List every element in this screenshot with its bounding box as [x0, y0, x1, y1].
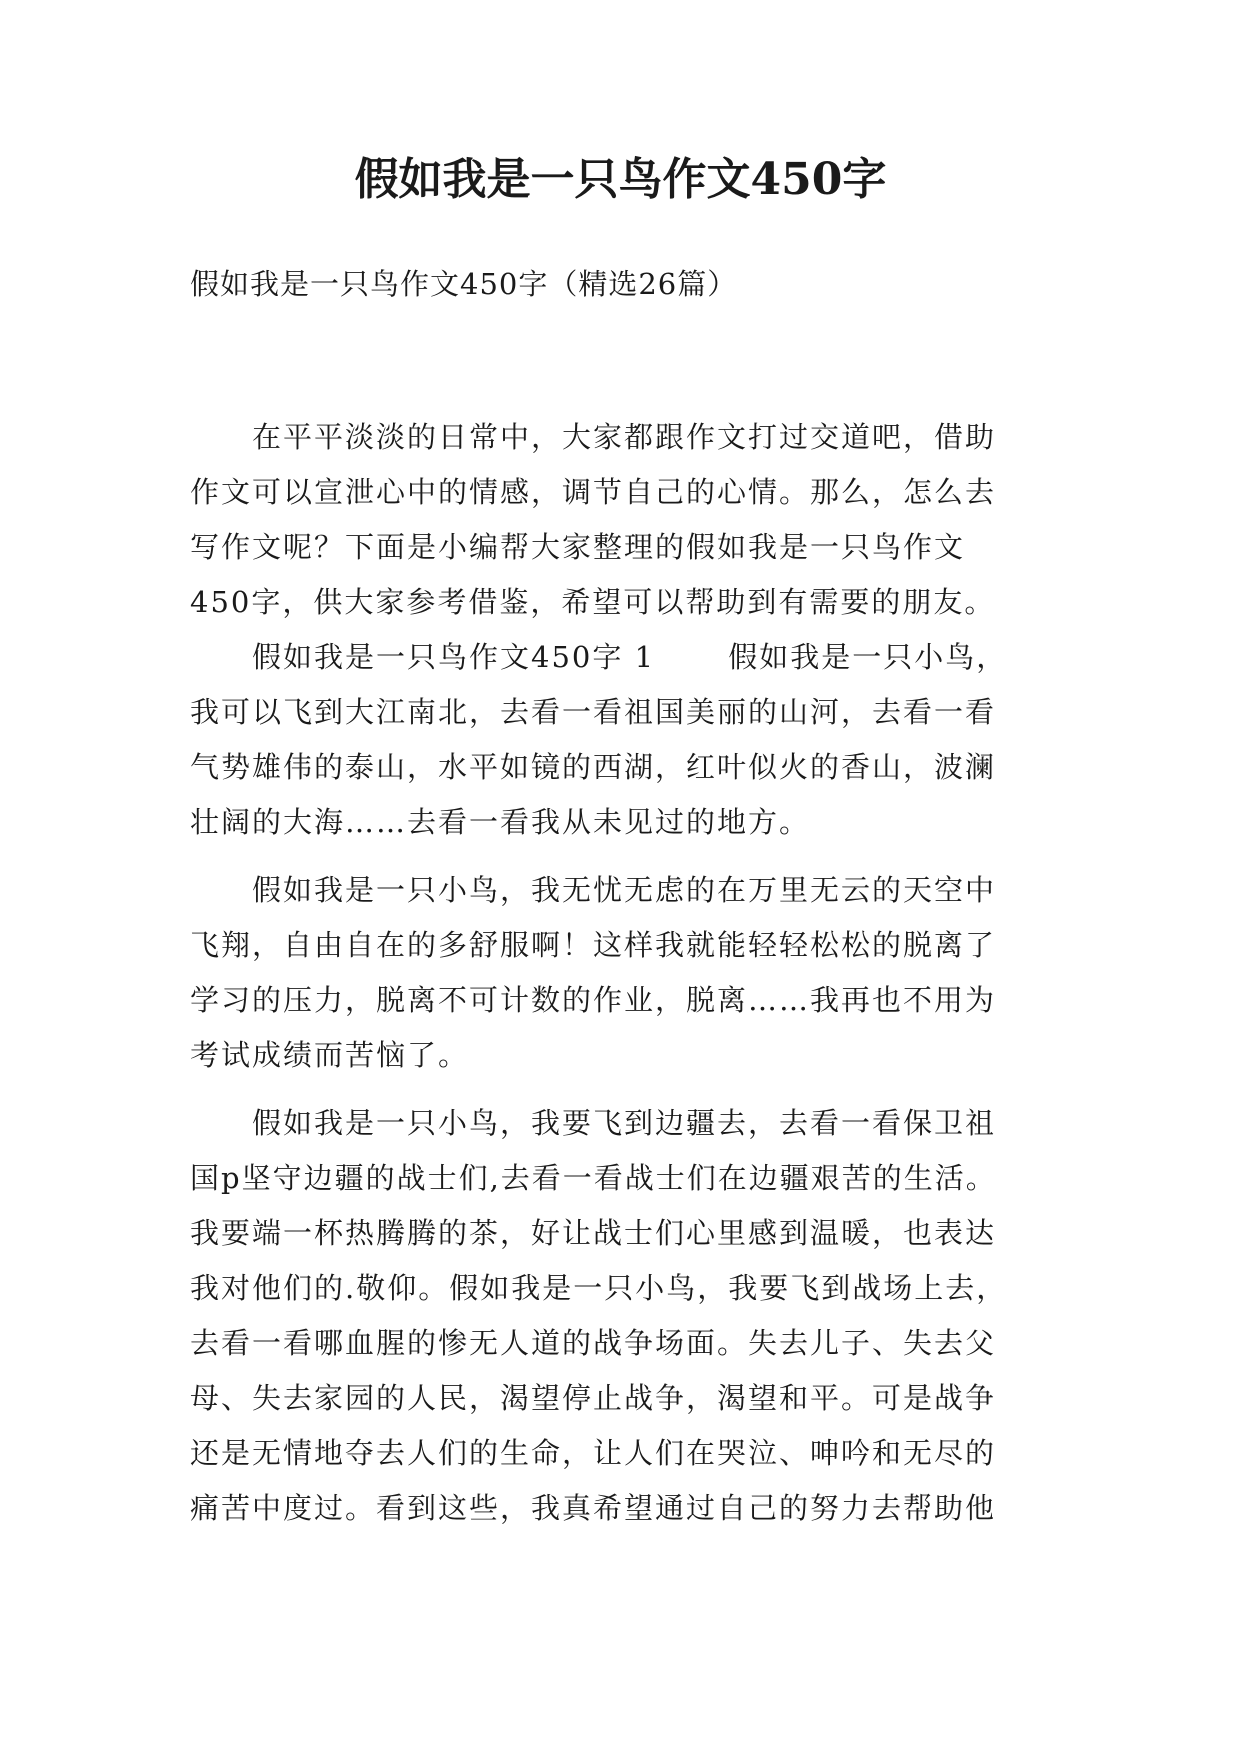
text-line: 作文可以宣泄心中的情感，调节自己的心情。那么，怎么去 — [190, 475, 997, 509]
text-line: 我要端一杯热腾腾的茶，好让战士们心里感到温暖，也表达 — [190, 1216, 997, 1250]
document-subtitle: 假如我是一只鸟作文450字（精选26篇） — [190, 267, 738, 301]
document-title: 假如我是一只鸟作文450字 — [354, 154, 887, 205]
text-line: 学习的压力，脱离不可计数的作业，脱离……我再也不用为 — [190, 983, 997, 1017]
text-line: 假如我是一只小鸟，我无忧无虑的在万里无云的天空中 — [190, 873, 997, 907]
text-line: 在平平淡淡的日常中，大家都跟作文打过交道吧，借助 — [190, 420, 997, 454]
text-line: 去看一看哪血腥的惨无人道的战争场面。失去儿子、失去父 — [190, 1326, 997, 1360]
text-line: 考试成绩而苦恼了。 — [190, 1038, 470, 1072]
text-line: 气势雄伟的泰山，水平如镜的西湖，红叶似火的香山，波澜 — [190, 750, 997, 784]
text-line: 飞翔，自由自在的多舒服啊！这样我就能轻轻松松的脱离了 — [190, 928, 997, 962]
text-line: 我可以飞到大江南北，去看一看祖国美丽的山河，去看一看 — [190, 695, 997, 729]
text-line: 450字，供大家参考借鉴，希望可以帮助到有需要的朋友。 — [190, 585, 996, 619]
text-line: 母、失去家园的人民，渴望停止战争，渴望和平。可是战争 — [190, 1381, 997, 1415]
text-line: 痛苦中度过。看到这些，我真希望通过自己的努力去帮助他 — [190, 1491, 997, 1525]
text-line: 写作文呢？下面是小编帮大家整理的假如我是一只鸟作文 — [190, 530, 966, 564]
text-line: 假如我是一只鸟作文450字 1 假如我是一只小鸟， — [190, 640, 1008, 674]
text-line: 壮阔的大海……去看一看我从未见过的地方。 — [190, 805, 811, 839]
text-line: 假如我是一只小鸟，我要飞到边疆去，去看一看保卫祖 — [190, 1106, 997, 1140]
text-line: 还是无情地夺去人们的生命，让人们在哭泣、呻吟和无尽的 — [190, 1436, 997, 1470]
text-line: 国p坚守边疆的战士们,去看一看战士们在边疆艰苦的生活。 — [190, 1161, 997, 1195]
text-line: 我对他们的.敬仰。假如我是一只小鸟，我要飞到战场上去， — [190, 1271, 1008, 1305]
